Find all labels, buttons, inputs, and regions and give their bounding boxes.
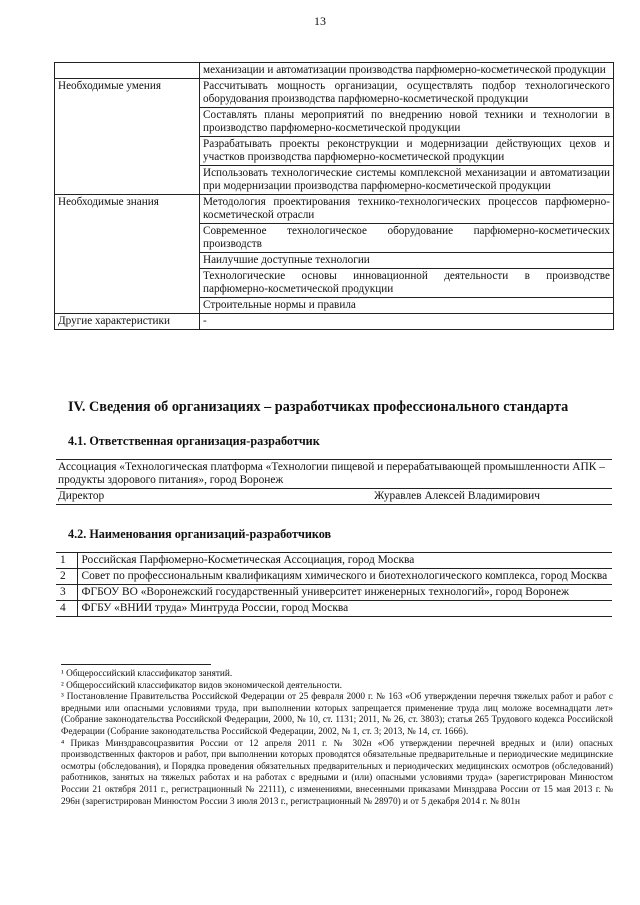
org-number: 4 — [56, 601, 77, 617]
developer-orgs-table — [56, 552, 612, 617]
knowledge-item: Методология проектирования технико-технологических процессов парфюмерно-косметической отрасли — [200, 195, 614, 224]
knowledge-label: Необходимые знания — [55, 195, 200, 314]
table-row — [56, 601, 612, 617]
skill-item: Рассчитывать мощность организации, осуществлять подбор технологического оборудования производства парфюмерно-косметической продукции — [200, 79, 614, 108]
responsible-org-table — [56, 459, 612, 505]
org-number: 2 — [56, 569, 77, 585]
page-number: 13 — [314, 14, 326, 28]
org-name: Совет по профессиональным квалификациям химического и биотехнологического комплекса, город Москва — [77, 569, 612, 585]
footnote: ³ Постановление Правительства Российской Федерации от 25 февраля 2000 г. № 163 «Об утверждении перечня тяжелых работ и работ с вредными или опасными условиями труда, при выполнении которых запрещается применение труда лиц моложе восемнадцати лет» (Собрание законодательства Российской Федерации, 2000, № 10, ст. 1131; 2011, № 26, ст. 3803); статья 265 Трудового кодекса Российской Федерации (Собрание законодательства Российской Федерации, 2002, № 1, ст. 3; 2013, № 14, ст. 1666). — [61, 692, 613, 737]
responsible-org-heading: 4.1. Ответственная организация-разработчик — [68, 434, 320, 448]
footnote: ² Общероссийский классификатор видов экономической деятельности. — [61, 680, 342, 691]
responsible-org-name: Ассоциация «Технологическая платформа «Технологии пищевой и перерабатывающей промышленности АПК – продукты здорового питания», город Воронеж — [56, 460, 612, 489]
knowledge-item: Технологические основы инновационной деятельности в производстве парфюмерно-косметической продукции — [200, 269, 614, 298]
table-row — [56, 585, 612, 601]
org-number: 1 — [56, 553, 77, 569]
director-role: Директор — [58, 490, 105, 502]
table-row — [56, 569, 612, 585]
knowledge-item: Современное технологическое оборудование парфюмерно-косметических производств — [200, 224, 614, 253]
org-name: ФГБУ «ВНИИ труда» Минтруда России, город Москва — [77, 601, 612, 617]
developer-orgs-heading: 4.2. Наименования организаций-разработчиков — [68, 527, 332, 541]
empty-cell — [55, 63, 200, 79]
knowledge-item: Наилучшие доступные технологии — [200, 253, 614, 269]
other-value: - — [200, 314, 614, 330]
requirements-table — [54, 62, 614, 330]
footnote: ¹ Общероссийский классификатор занятий. — [61, 669, 233, 679]
director-name: Журавлев Алексей Владимирович — [374, 490, 540, 502]
footnote: ⁴ Приказ Минздравсоцразвития России от 12 апреля 2011 г. № 302н «Об утверждении перечней вредных и (или) опасных производственных факторов и работ, при выполнении которых проводятся обязательные предварительные и периодические медицинские осмотры (обследования), и Порядка проведения обязательных предварительных и периодических медицинских осмотров (обследований) работников, занятых на тяжелых работах и на работах с вредными и (или) опасными условиями труда» (зарегистрирован Минюстом России 21 октября 2011 г., регистрационный № 22111), с изменениями, внесенными приказами Минздрава России от 15 мая 2013 г. № 296н (зарегистрирован Минюстом России 3 июля 2013 г., регистрационный № 28970) и от 5 декабря 2014 г. № 801н — [61, 738, 613, 807]
footnotes — [61, 669, 613, 808]
other-label: Другие характеристики — [55, 314, 200, 330]
footnote-divider — [61, 664, 211, 665]
skill-item: Разрабатывать проекты реконструкции и модернизации действующих цехов и участков производства парфюмерно-косметической продукции — [200, 137, 614, 166]
skills-label: Необходимые умения — [55, 79, 200, 195]
org-number: 3 — [56, 585, 77, 601]
skill-item: Использовать технологические системы комплексной механизации и автоматизации при модернизации производства парфюмерно-косметической продукции — [200, 166, 614, 195]
org-name: ФГБОУ ВО «Воронежский государственный университет инженерных технологий», город Воронеж — [77, 585, 612, 601]
section-heading: IV. Сведения об организациях – разработчиках профессионального стандарта — [68, 399, 569, 415]
skill-item: Составлять планы мероприятий по внедрению новой техники и технологии в производство парфюмерно-косметической продукции — [200, 108, 614, 137]
continued-cell: механизации и автоматизации производства парфюмерно-косметической продукции — [200, 63, 614, 79]
table-row — [56, 553, 612, 569]
knowledge-item: Строительные нормы и правила — [200, 298, 614, 314]
org-name: Российская Парфюмерно-Косметическая Ассоциация, город Москва — [77, 553, 612, 569]
